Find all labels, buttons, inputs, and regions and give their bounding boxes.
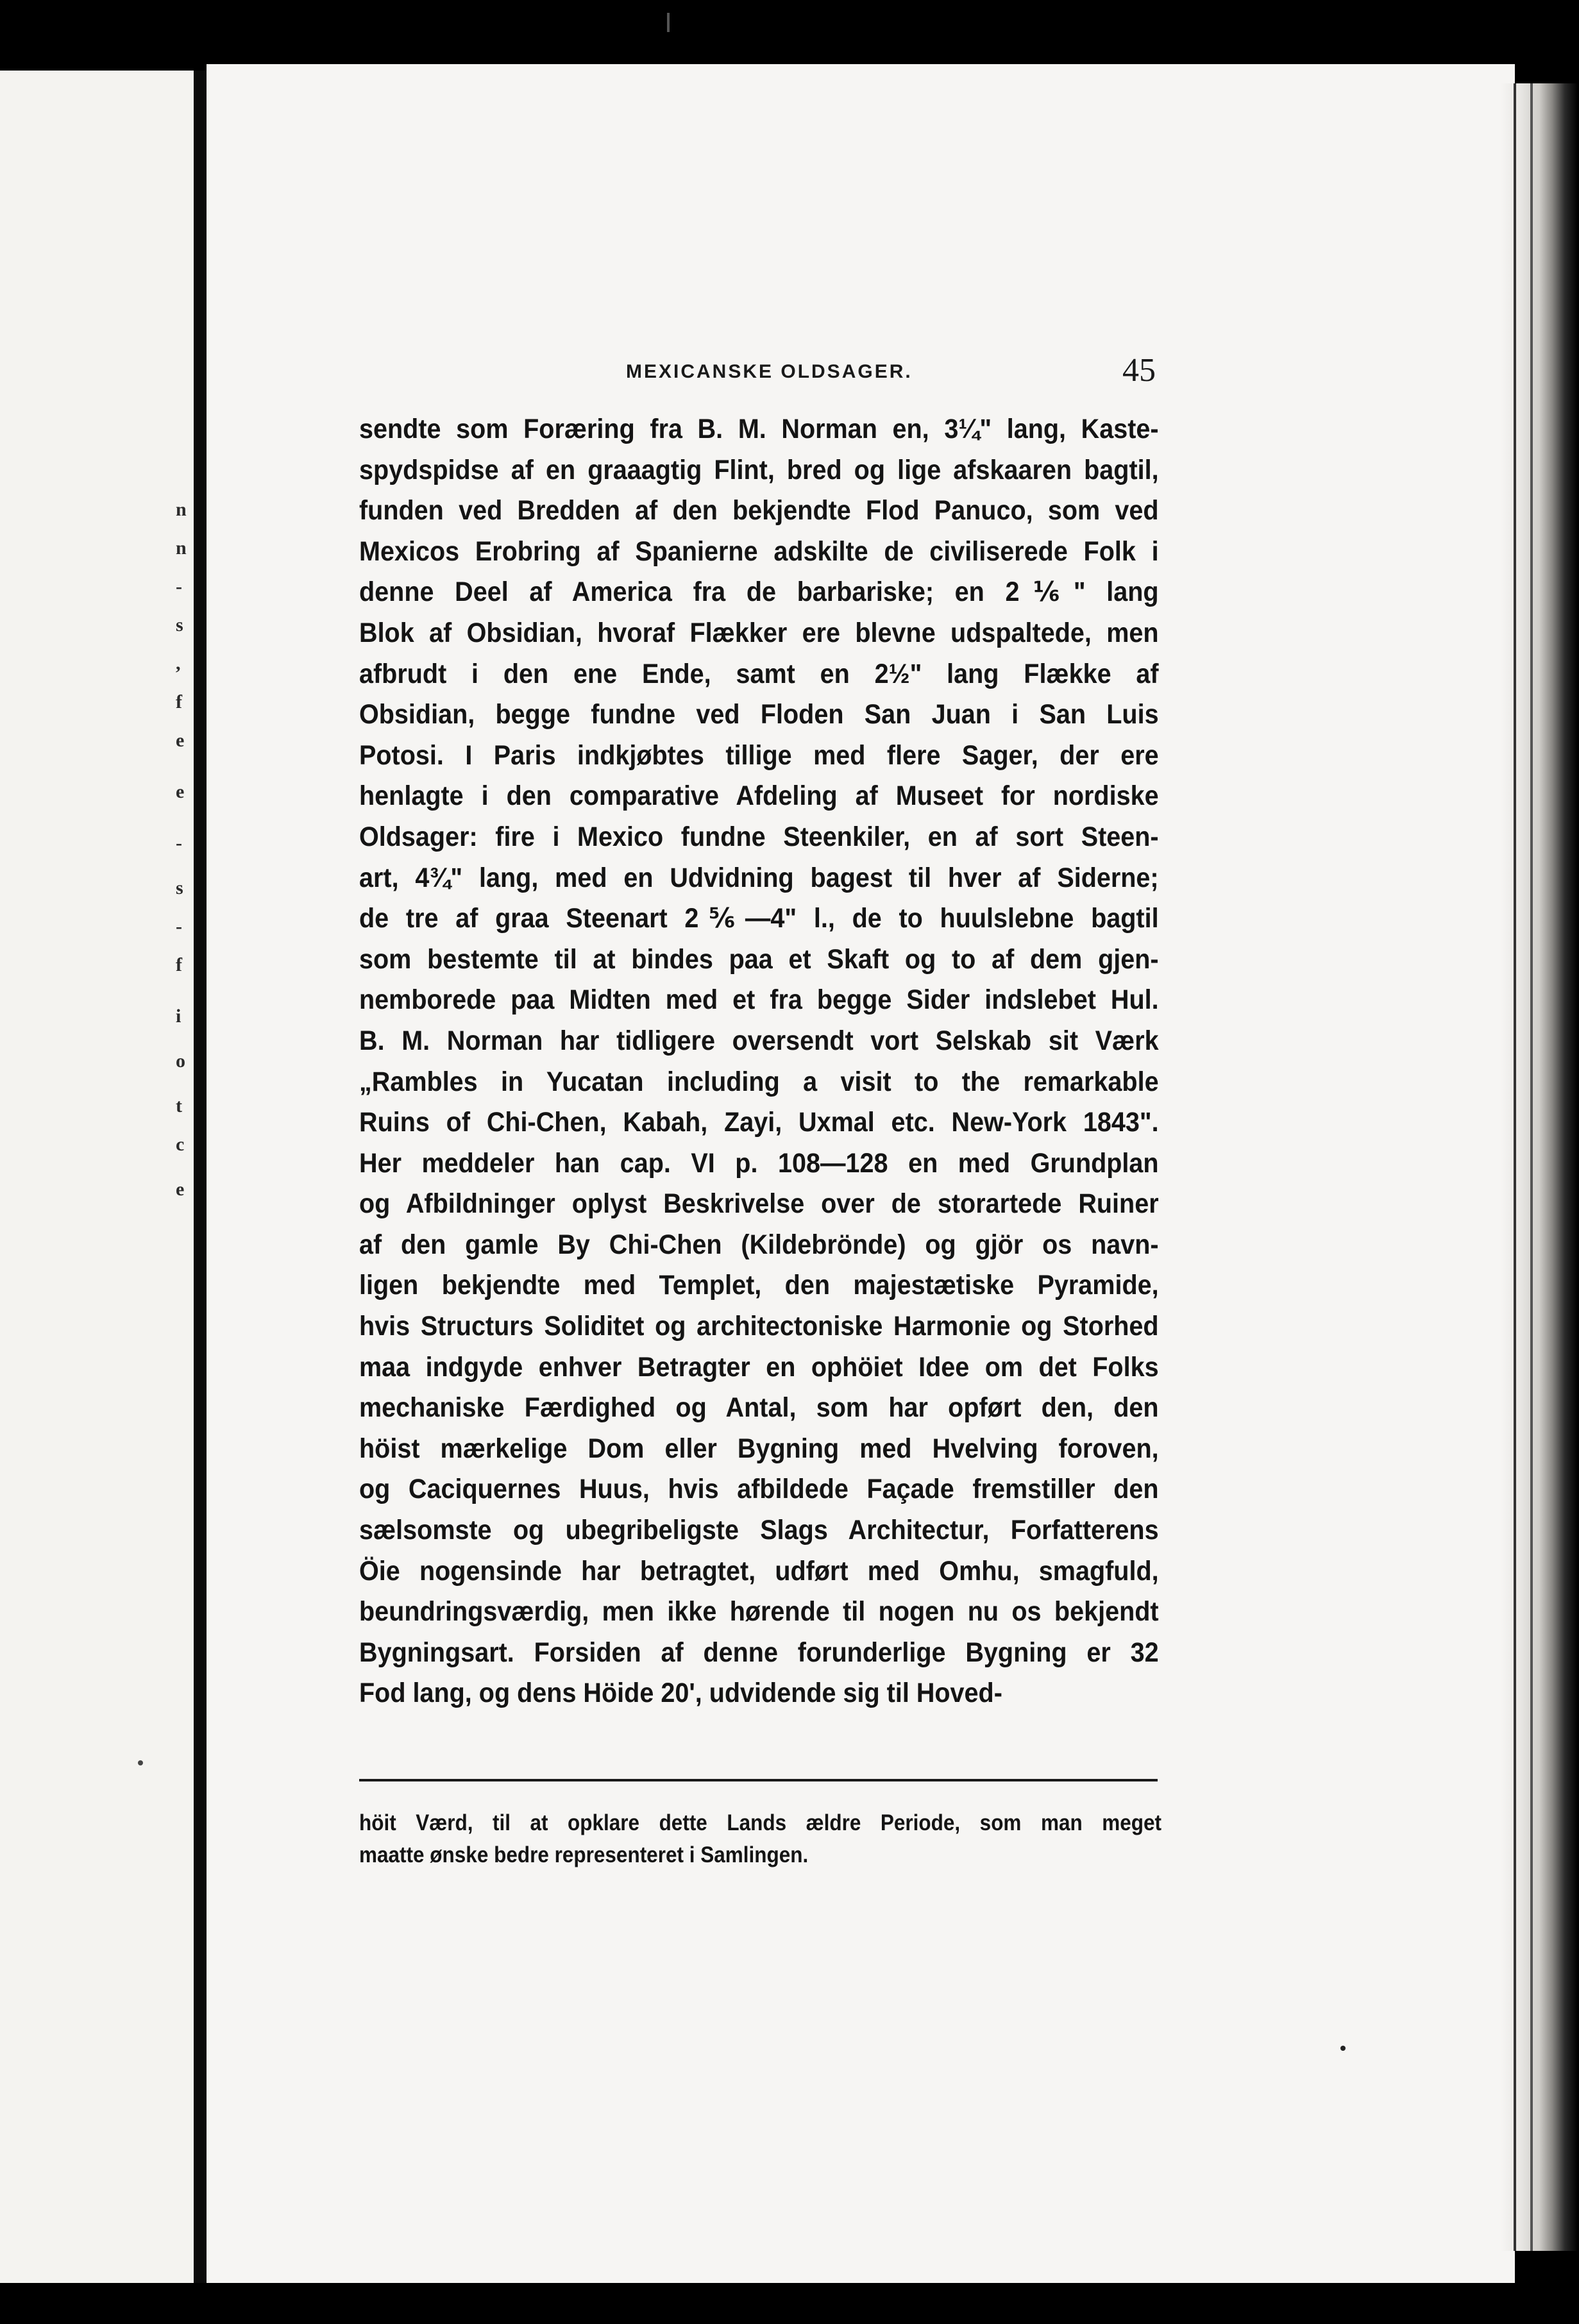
facing-page-char: o [176,1050,185,1072]
text-line: Oldsager: fire i Mexico fundne Steenkiler, en af sort Steen- [359,821,1159,852]
text-line: Mexicos Erobring af Spanierne adskilte de civiliserede Folk i [359,535,1159,567]
book-gutter [194,71,207,2283]
text-line: Her meddeler han cap. VI p. 108—128 en med Grundplan [359,1147,1159,1179]
text-line: og Afbildninger oplyst Beskrivelse over de storartede Ruiner [359,1188,1159,1220]
text-line: „Rambles in Yucatan including a visit to the remarkable [359,1066,1159,1097]
footnote-rule [359,1779,1158,1781]
facing-page-char: f [176,954,182,975]
running-head: MEXICANSKE OLDSAGER. [626,361,913,382]
facing-page-char: s [176,614,183,636]
scan-speck [1340,2046,1346,2051]
text-line: spydspidse af en graaagtig Flint, bred og lige afskaaren bagtil, [359,454,1159,485]
facing-page-char: - [176,576,182,597]
text-line: höist mærkelige Dom eller Bygning med Hvelving foroven, [359,1433,1159,1464]
text-line: henlagte i den comparative Afdeling af Museet for nordiske [359,780,1159,812]
facing-page-char: n [176,537,187,559]
text-line: sendte som Foræring fra B. M. Norman en, 3¼" lang, Kaste- [359,414,1159,444]
footnote-line: maatte ønske bedre representeret i Samlingen. [359,1842,809,1867]
page-edge-shadow [1501,83,1578,2251]
facing-page-char: f [176,691,182,712]
page-number: 45 [1122,352,1156,389]
scan-artifact [667,13,670,32]
facing-page-char: , [176,653,181,674]
facing-page-char: e [176,1179,185,1200]
body-text [359,409,1159,1714]
text-line: Ruins of Chi-Chen, Kabah, Zayi, Uxmal etc. New-York 1843". [359,1107,1159,1138]
text-line: B. M. Norman har tidligere oversendt vort Selskab sit Værk [359,1025,1159,1056]
text-line: mechaniske Færdighed og Antal, som har opført den, den [359,1392,1159,1424]
text-line: hvis Structurs Soliditet og architectoniske Harmonie og Storhed [359,1311,1159,1342]
facing-page-char: t [176,1095,182,1116]
text-line: Bygningsart. Forsiden af denne forunderlige Bygning er 32 [359,1637,1159,1668]
facing-page-edge [0,71,194,2283]
facing-page-char: e [176,730,185,751]
text-line: Blok af Obsidian, hvoraf Flækker ere blevne udspaltede, men [359,617,1159,648]
scan-speck [138,1760,143,1765]
text-line: Fod lang, og dens Höide 20', udvidende sig til Hoved- [359,1678,1002,1709]
text-line: Potosi. I Paris indkjøbtes tillige med flere Sager, der ere [359,739,1159,771]
text-line: beundringsværdig, men ikke hørende til nogen nu os bekjendt [359,1596,1159,1628]
text-line: art, 4¾" lang, med en Udvidning bagest til hver af Siderne; [359,862,1159,893]
facing-page-char: e [176,781,185,802]
facing-page-char: s [176,877,183,898]
text-line: maa indgyde enhver Betragter en ophöiet Idee om det Folks [359,1351,1159,1383]
text-line: af den gamle By Chi-Chen (Kildebrönde) og gjör os navn- [359,1229,1159,1260]
text-line: ligen bekjendte med Templet, den majestætiske Pyramide, [359,1270,1159,1301]
text-line: de tre af graa Steenart 2⅚—4" l., de to huulslebne bagtil [359,903,1159,934]
text-line: og Caciquernes Huus, hvis afbildede Façade fremstiller den [359,1474,1159,1505]
text-line: sælsomste og ubegribeligste Slags Architectur, Forfatterens [359,1515,1159,1546]
facing-page-char: - [176,832,182,854]
facing-page-char: n [176,499,187,520]
text-line: denne Deel af America fra de barbariske; en 2⅙" lang [359,577,1159,608]
facing-page-char: c [176,1134,185,1155]
text-line: nemborede paa Midten med et fra begge Sider indslebet Hul. [359,984,1159,1016]
text-line: som bestemte til at bindes paa et Skaft og to af dem gjen- [359,943,1159,975]
text-line: Öie nogensinde har betragtet, udført med Omhu, smagfuld, [359,1555,1159,1587]
facing-page-char: - [176,916,182,937]
text-line: funden ved Bredden af den bekjendte Flod Panuco, som ved [359,495,1159,526]
text-line: afbrudt i den ene Ende, samt en 2½" lang Flække af [359,658,1159,689]
footnote-line: höit Værd, til at opklare dette Lands ældre Periode, som man meget [359,1810,1161,1835]
footnote [359,1807,1161,1871]
facing-page-char: i [176,1006,182,1027]
text-line: Obsidian, begge fundne ved Floden San Juan i San Luis [359,699,1159,730]
